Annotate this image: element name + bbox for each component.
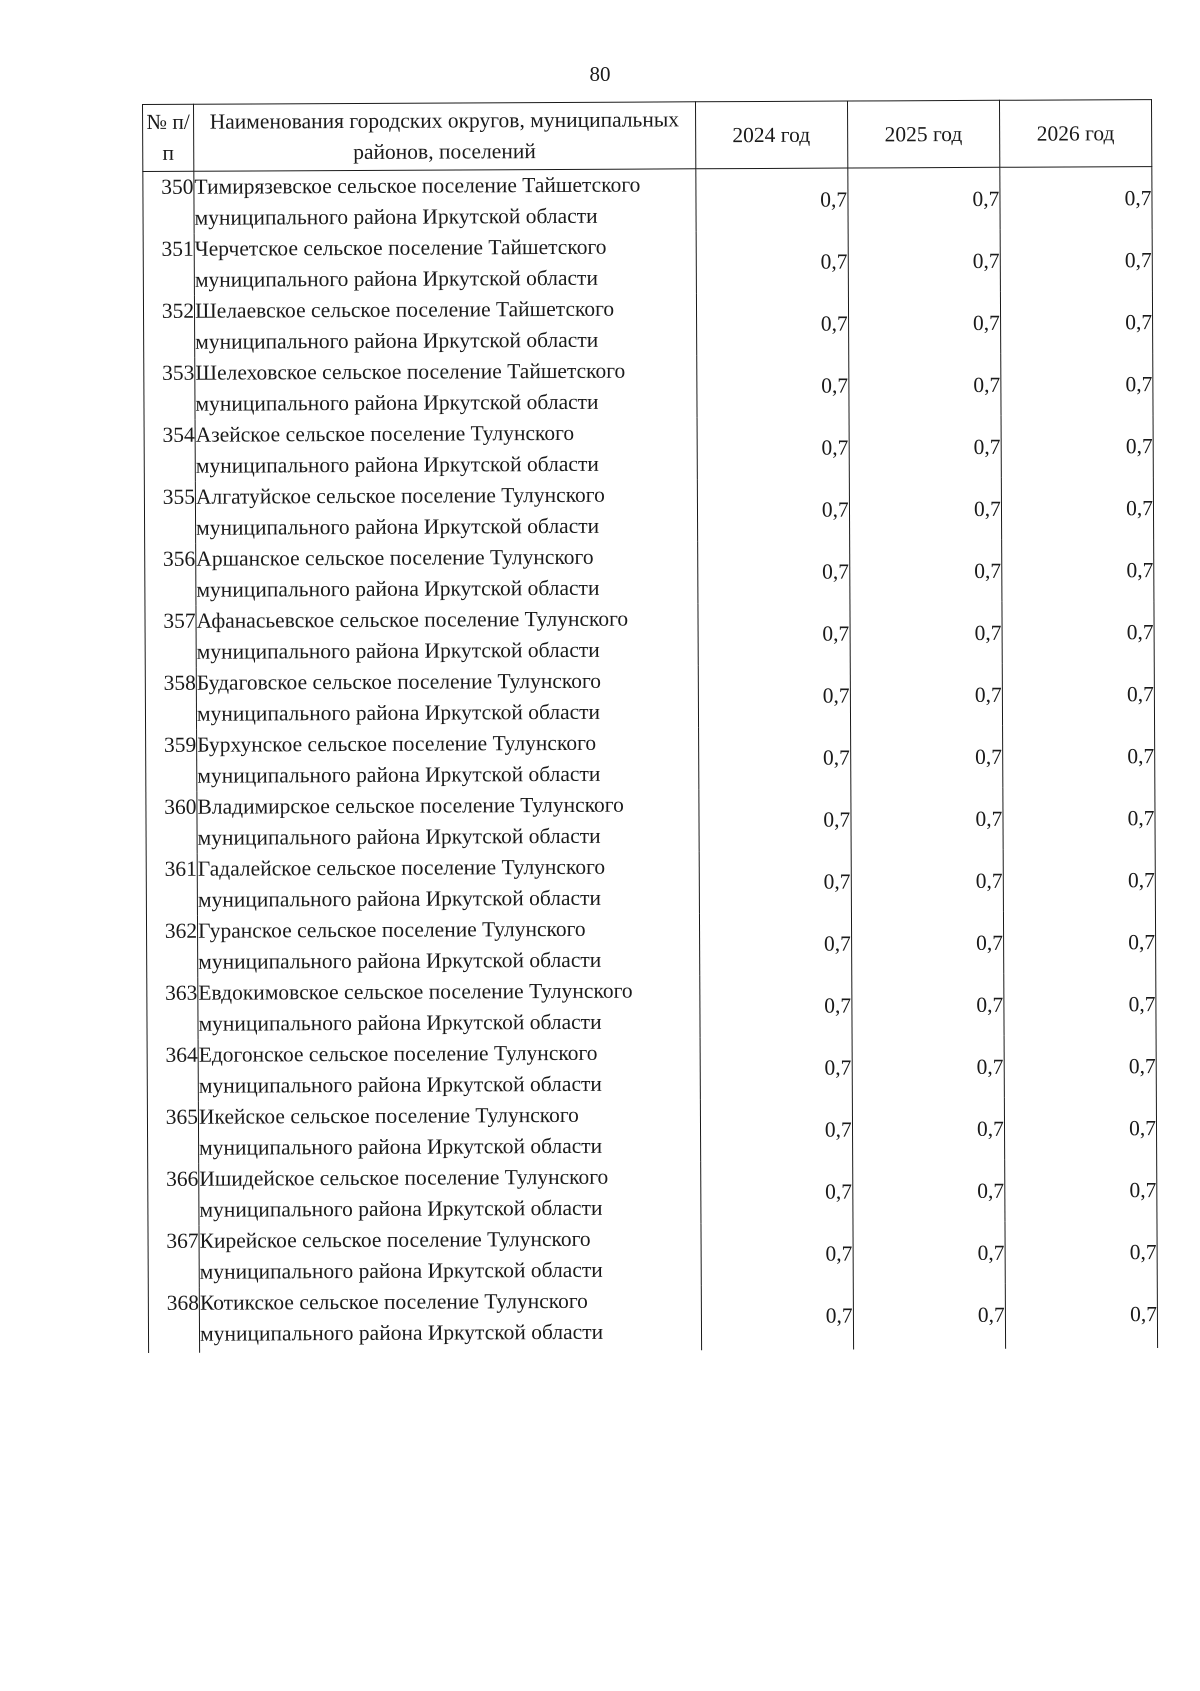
settlement-name: Будаговское сельское поселение Тулунского муниципального района Иркутской области xyxy=(196,665,698,729)
table-row xyxy=(147,1097,1156,1164)
value-2024: 0,7 xyxy=(701,1223,853,1286)
table-row xyxy=(145,663,1154,730)
settlement-name: Владимирское сельское поселение Тулунского муниципального района Иркутской области xyxy=(197,789,699,853)
settlement-name: Ишидейское сельское поселение Тулунского муниципального района Иркутской области xyxy=(199,1161,701,1225)
table-row xyxy=(146,725,1155,792)
value-2024: 0,7 xyxy=(701,1285,853,1351)
value-2025: 0,7 xyxy=(851,974,1003,1037)
value-2024: 0,7 xyxy=(698,727,850,790)
settlement-name: Котикское сельское поселение Тулунского муниципального района Иркутской области xyxy=(199,1285,701,1352)
value-2024: 0,7 xyxy=(697,479,849,542)
value-2025: 0,7 xyxy=(852,1036,1004,1099)
settlement-name: Азейское сельское поселение Тулунского муниципального района Иркутской области xyxy=(195,417,697,481)
row-number: 353 xyxy=(144,358,195,420)
value-2026: 0,7 xyxy=(1002,725,1154,788)
value-2026: 0,7 xyxy=(1005,1221,1157,1284)
value-2025: 0,7 xyxy=(849,540,1001,603)
value-2025: 0,7 xyxy=(850,726,1002,789)
table-row xyxy=(146,911,1155,978)
settlement-name: Афанасьевское сельское поселение Тулунского муниципального района Иркутской области xyxy=(196,603,698,667)
header-2024: 2024 год xyxy=(695,101,847,169)
table-row xyxy=(144,415,1153,482)
row-number: 366 xyxy=(148,1164,199,1226)
value-2024: 0,7 xyxy=(696,231,848,294)
value-2026: 0,7 xyxy=(1004,1159,1156,1222)
value-2026: 0,7 xyxy=(1004,1035,1156,1098)
table-body xyxy=(143,167,1158,1353)
value-2026: 0,7 xyxy=(1000,291,1152,354)
row-number: 362 xyxy=(146,916,197,978)
header-name: Наименования городских округов, муниципальных районов, поселений xyxy=(194,102,696,171)
value-2024: 0,7 xyxy=(700,1161,852,1224)
header-2026: 2026 год xyxy=(999,100,1152,168)
settlement-name: Едогонское сельское поселение Тулунского муниципального района Иркутской области xyxy=(198,1037,700,1101)
table-row xyxy=(146,849,1155,916)
value-2024: 0,7 xyxy=(698,789,850,852)
table-row xyxy=(148,1159,1157,1226)
value-2025: 0,7 xyxy=(848,230,1000,293)
value-2025: 0,7 xyxy=(849,416,1001,479)
value-2025: 0,7 xyxy=(851,788,1003,851)
value-2025: 0,7 xyxy=(850,664,1002,727)
value-2026: 0,7 xyxy=(1003,787,1155,850)
value-2024: 0,7 xyxy=(697,603,849,666)
table-row xyxy=(147,1035,1156,1102)
row-number: 368 xyxy=(148,1288,199,1353)
value-2024: 0,7 xyxy=(695,168,847,231)
value-2024: 0,7 xyxy=(699,913,851,976)
value-2024: 0,7 xyxy=(697,417,849,480)
table-row xyxy=(146,787,1155,854)
value-2025: 0,7 xyxy=(848,292,1000,355)
settlement-name: Аршанское сельское поселение Тулунского муниципального района Иркутской области xyxy=(196,541,698,605)
settlement-name: Алгатуйское сельское поселение Тулунского муниципального района Иркутской области xyxy=(195,479,697,543)
value-2026: 0,7 xyxy=(1004,973,1156,1036)
value-2024: 0,7 xyxy=(696,355,848,418)
value-2026: 0,7 xyxy=(1005,1283,1158,1349)
row-number: 364 xyxy=(147,1040,198,1102)
row-number: 361 xyxy=(146,854,197,916)
row-number: 352 xyxy=(143,296,194,358)
row-number: 357 xyxy=(145,606,196,668)
settlement-name: Шелеховское сельское поселение Тайшетского муниципального района Иркутской области xyxy=(195,355,697,419)
value-2024: 0,7 xyxy=(696,293,848,356)
value-2026: 0,7 xyxy=(1002,663,1154,726)
table-row xyxy=(148,1283,1157,1353)
value-2025: 0,7 xyxy=(849,478,1001,541)
table-row xyxy=(145,601,1154,668)
value-2026: 0,7 xyxy=(1002,601,1154,664)
value-2025: 0,7 xyxy=(852,1160,1004,1223)
value-2026: 0,7 xyxy=(1003,849,1155,912)
value-2025: 0,7 xyxy=(851,912,1003,975)
table-row xyxy=(147,973,1156,1040)
header-2025: 2025 год xyxy=(847,100,999,168)
table-row xyxy=(144,477,1153,544)
value-2024: 0,7 xyxy=(700,1099,852,1162)
data-table xyxy=(142,99,1158,1353)
value-2026: 0,7 xyxy=(1004,1097,1156,1160)
page-number: 80 xyxy=(589,62,611,86)
settlement-name: Кирейское сельское поселение Тулунского муниципального района Иркутской области xyxy=(199,1223,701,1287)
settlement-name: Черчетское сельское поселение Тайшетского муниципального района Иркутской области xyxy=(194,231,696,295)
row-number: 359 xyxy=(146,730,197,792)
row-number: 363 xyxy=(147,978,198,1040)
row-number: 356 xyxy=(145,544,196,606)
value-2026: 0,7 xyxy=(1001,539,1153,602)
settlement-name: Тимирязевское сельское поселение Тайшетского муниципального района Иркутской области xyxy=(194,169,696,234)
settlement-name: Гуранское сельское поселение Тулунского муниципального района Иркутской области xyxy=(198,913,700,977)
settlement-name: Бурхунское сельское поселение Тулунского муниципального района Иркутской области xyxy=(197,727,699,791)
table-row xyxy=(148,1221,1157,1288)
row-number: 365 xyxy=(147,1102,198,1164)
value-2025: 0,7 xyxy=(847,167,999,230)
row-number: 354 xyxy=(144,420,195,482)
settlement-name: Евдокимовское сельское поселение Тулунского муниципального района Иркутской области xyxy=(198,975,700,1039)
settlement-name: Шелаевское сельское поселение Тайшетского муниципального района Иркутской области xyxy=(194,293,696,357)
value-2025: 0,7 xyxy=(853,1222,1005,1285)
value-2025: 0,7 xyxy=(852,1098,1004,1161)
value-2025: 0,7 xyxy=(848,354,1000,417)
table-row xyxy=(143,229,1152,296)
table-header xyxy=(143,100,1152,172)
value-2026: 0,7 xyxy=(1000,167,1152,230)
header-row xyxy=(143,100,1152,172)
table-row xyxy=(144,353,1153,420)
value-2025: 0,7 xyxy=(850,602,1002,665)
row-number: 351 xyxy=(143,234,194,296)
settlement-name: Икейское сельское поселение Тулунского муниципального района Иркутской области xyxy=(198,1099,700,1163)
row-number: 360 xyxy=(146,792,197,854)
value-2024: 0,7 xyxy=(698,665,850,728)
value-2025: 0,7 xyxy=(851,850,1003,913)
settlement-name: Гадалейское сельское поселение Тулунского муниципального района Иркутской области xyxy=(197,851,699,915)
table-row xyxy=(145,539,1154,606)
value-2024: 0,7 xyxy=(697,541,849,604)
table-row xyxy=(143,167,1152,234)
value-2026: 0,7 xyxy=(1001,415,1153,478)
value-2024: 0,7 xyxy=(699,851,851,914)
value-2024: 0,7 xyxy=(699,975,851,1038)
table-row xyxy=(143,291,1152,358)
row-number: 350 xyxy=(143,171,194,234)
value-2024: 0,7 xyxy=(700,1037,852,1100)
value-2026: 0,7 xyxy=(1003,911,1155,974)
header-number: № п/п xyxy=(143,104,194,171)
value-2025: 0,7 xyxy=(853,1284,1005,1350)
value-2026: 0,7 xyxy=(1001,353,1153,416)
row-number: 358 xyxy=(145,668,196,730)
row-number: 367 xyxy=(148,1226,199,1288)
value-2026: 0,7 xyxy=(1001,477,1153,540)
value-2026: 0,7 xyxy=(1000,229,1152,292)
row-number: 355 xyxy=(144,482,195,544)
